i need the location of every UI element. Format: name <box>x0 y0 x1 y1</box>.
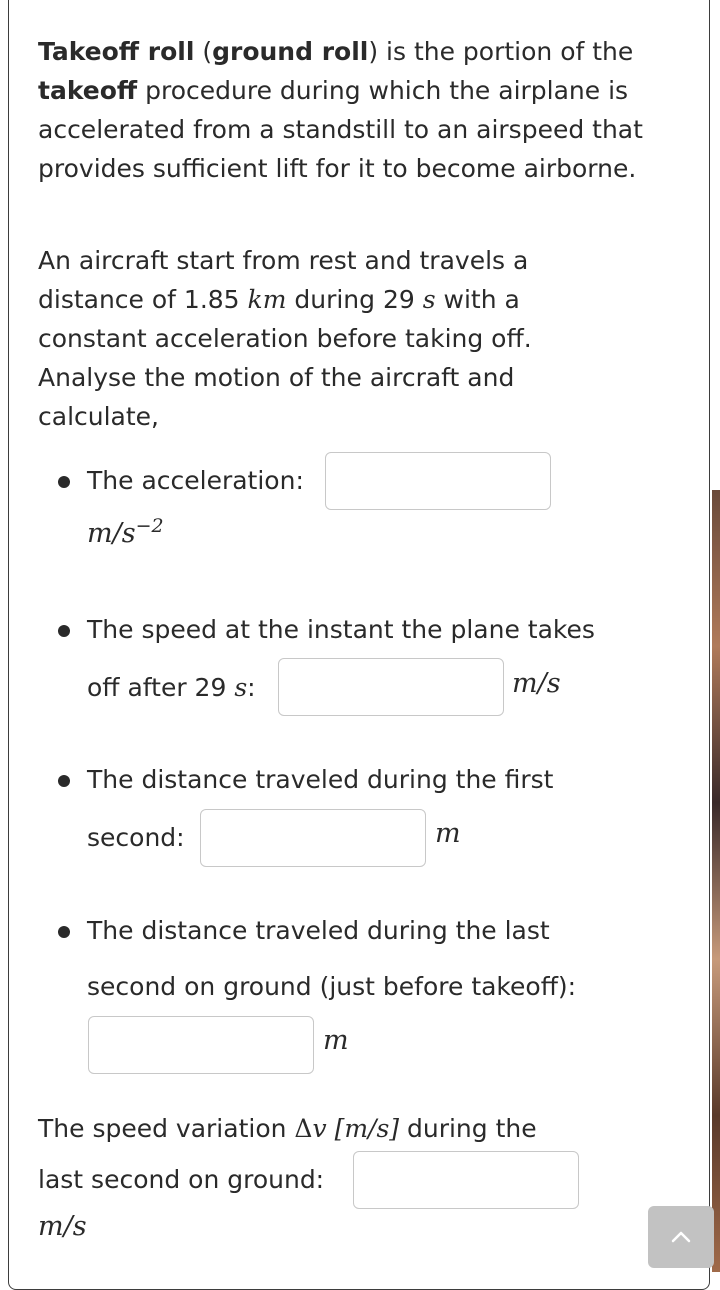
last-second-distance-input[interactable] <box>88 1016 314 1074</box>
last-second-distance-unit: m <box>323 1025 349 1056</box>
bullet-icon <box>58 476 70 488</box>
question-4-label-line2: second on ground (just before takeoff): <box>87 972 577 1001</box>
unit-s: s <box>422 285 436 314</box>
takeoff-speed-input[interactable] <box>278 658 504 716</box>
first-second-distance-input[interactable] <box>200 809 426 867</box>
acceleration-unit: $m/s^{-2}$ <box>87 515 164 549</box>
background-image-strip <box>712 490 720 1272</box>
question-2-label-line2: off after 29 s: <box>87 673 256 702</box>
speed-variation-input[interactable] <box>353 1151 579 1209</box>
bullet-icon <box>58 625 70 637</box>
question-4-label-line1: The distance traveled during the last <box>87 916 550 945</box>
term-ground-roll: ground roll <box>212 37 369 66</box>
bullet-icon <box>58 775 70 787</box>
takeoff-speed-unit: m/s <box>512 668 561 699</box>
term-takeoff: takeoff <box>38 76 138 105</box>
final-question-line2: last second on ground: <box>38 1165 325 1194</box>
question-3-label-line1: The distance traveled during the first <box>87 765 554 794</box>
term-takeoff-roll: Takeoff roll <box>38 37 195 66</box>
speed-variation-unit: m/s <box>38 1211 87 1242</box>
question-1-label: The acceleration: <box>87 466 304 495</box>
problem-paragraph: An aircraft start from rest and travels a distance of 1.85 km during 29 s with a constant acceleration before taking off. Analyse the motion of the aircraft and calculate, <box>38 246 532 431</box>
first-second-distance-unit: m <box>435 818 461 849</box>
intro-paragraph: Takeoff roll (ground roll) is the portion of the takeoff procedure during which the airplane is accelerated from a standstill to an airspeed that provides sufficient lift for it to become airborne. <box>38 37 643 183</box>
scroll-top-button[interactable] <box>648 1206 714 1268</box>
question-3-label-line2: second: <box>87 823 185 852</box>
bullet-icon <box>58 926 70 938</box>
final-question-line1: The speed variation Δv [m/s] during the <box>38 1114 537 1143</box>
chevron-up-icon <box>669 1229 693 1245</box>
question-2-label-line1: The speed at the instant the plane takes <box>87 615 595 644</box>
unit-km: km <box>247 285 287 314</box>
acceleration-input[interactable] <box>325 452 551 510</box>
